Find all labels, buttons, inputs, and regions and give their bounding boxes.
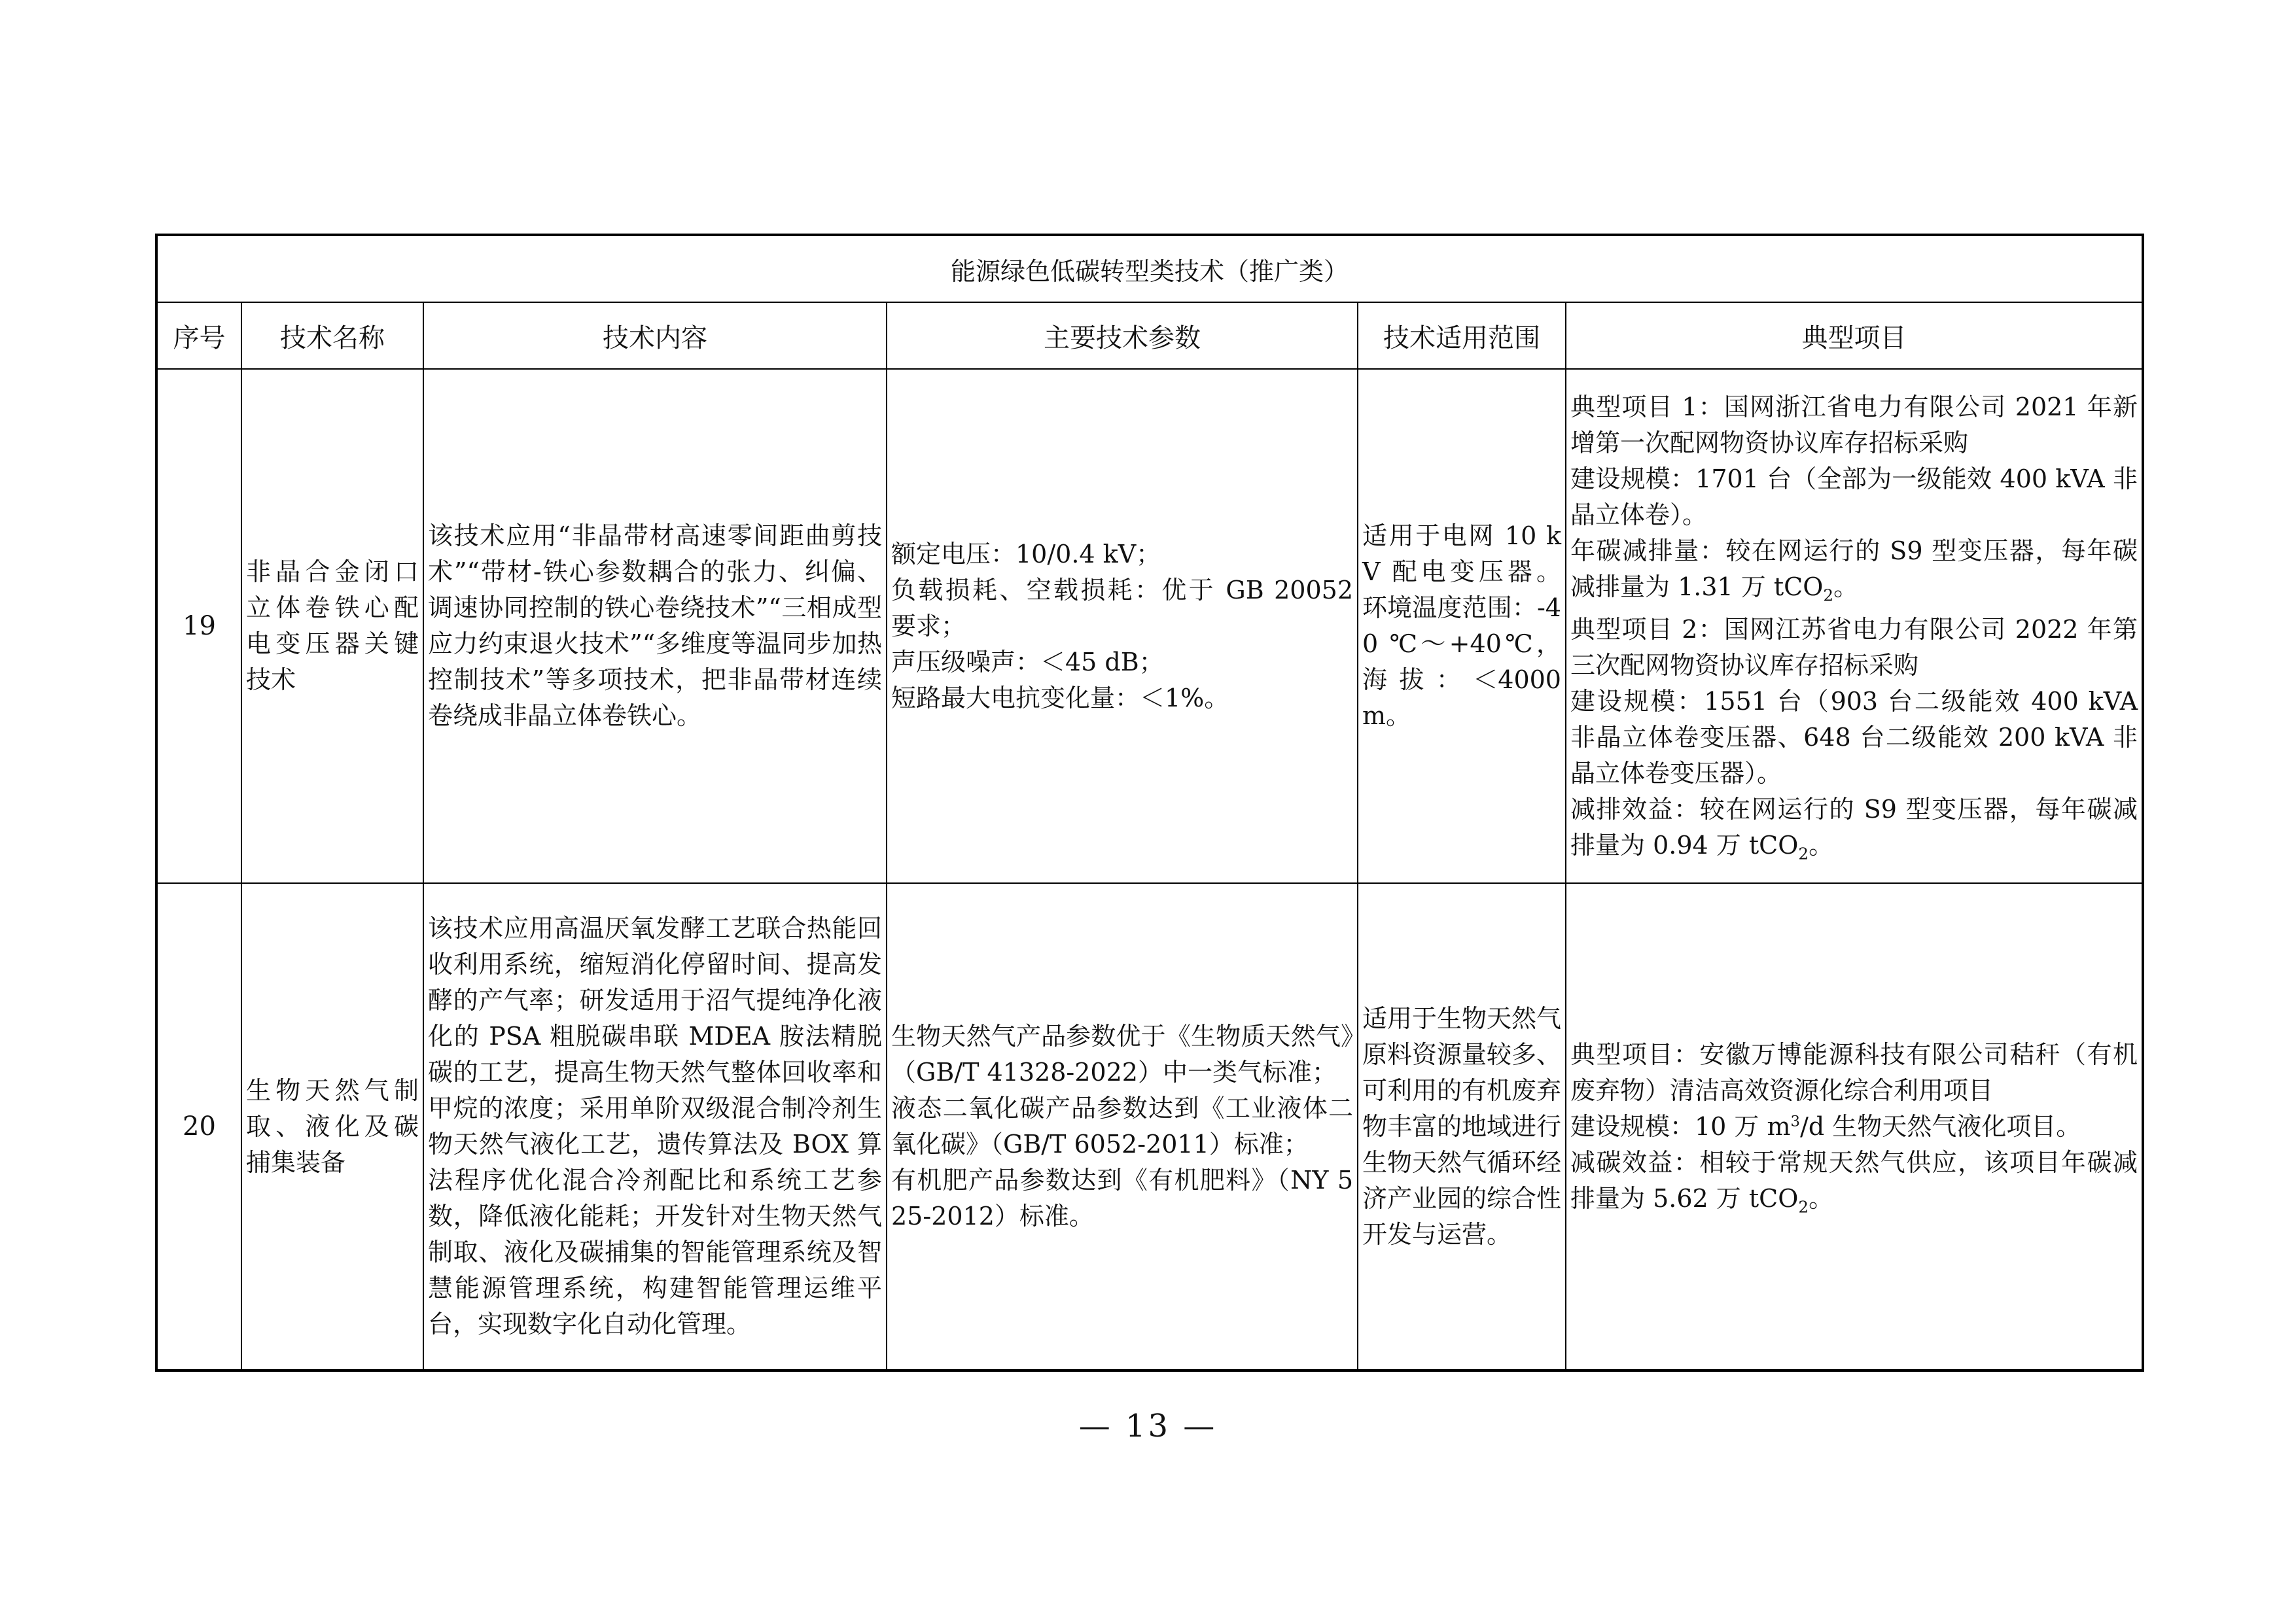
header-scope: 技术适用范围 [1358,302,1566,369]
row-number: 20 [156,883,241,1370]
typical-projects [1566,883,2143,1370]
table-caption: 能源绿色低碳转型类技术（推广类） [156,235,2143,302]
header-num: 序号 [156,302,241,369]
param-line: 额定电压：10/0.4 kV； [891,539,1161,568]
subscript: 2 [1798,844,1809,864]
page-number: — 13 — [1078,1408,1218,1444]
project-line: 减碳效益：相较于常规天然气供应，该项目年碳减排量为 5.62 万 tCO$_2$。 [1570,1147,2138,1217]
param-line: 声压级噪声：＜45 dB； [891,647,1164,676]
project-line: 建设规模：1701 台（全部为一级能效 400 kVA 非晶立体卷）。 [1570,464,2138,529]
table-row [156,369,2143,883]
typical-projects [1566,369,2143,883]
project-line: 典型项目 1：国网浙江省电力有限公司 2021 年新增第一次配网物资协议库存招标采购 [1570,392,2138,457]
header-params: 主要技术参数 [887,302,1358,369]
header-content: 技术内容 [423,302,887,369]
param-line: 短路最大电抗变化量：＜1%。 [891,683,1229,712]
param-line: 生物天然气产品参数优于《生物质天然气》（GB/T 41328-2022）中一类气标准； [891,1022,1353,1087]
project-line: 典型项目：安徽万博能源科技有限公司秸秆（有机废弃物）清洁高效资源化综合利用项目 [1570,1039,2138,1105]
header-row [156,302,2143,369]
tech-scope: 适用于电网 10 kV 配电变压器。环境温度范围：-40 ℃～+40℃，海拔：＜4000 m。 [1358,369,1566,883]
header-name: 技术名称 [241,302,423,369]
table-row [156,883,2143,1370]
project-line: 典型项目 2：国网江苏省电力有限公司 2022 年第三次配网物资协议库存招标采购 [1570,614,2138,680]
technology-table [155,234,2144,1372]
tech-content: 该技术应用高温厌氧发酵工艺联合热能回收利用系统，缩短消化停留时间、提高发酵的产气率；研发适用于沼气提纯净化液化的 PSA 粗脱碳串联 MDEA 胺法精脱碳的工艺，提高生物天然气整体回收率和甲烷的浓度；采用单阶双级混合制冷剂生物天然气液化工艺，遗传算法及 BOX 算法程序优化混合冷剂配比和系统工艺参数，降低液化能耗；开发针对生物天然气制取、液化及碳捕集的智能管理系统及智慧能源管理系统，构建智能管理运维平台，实现数字化自动化管理。 [423,883,887,1370]
superscript: 3 [1790,1112,1801,1130]
tech-name: 生物天然气制取、液化及碳捕集装备 [241,883,423,1370]
project-line: 建设规模：1551 台（903 台二级能效 400 kVA 非晶立体卷变压器、648 台二级能效 200 kVA 非晶立体卷变压器）。 [1570,686,2138,788]
tech-scope: 适用于生物天然气原料资源量较多、可利用的有机废弃物丰富的地域进行生物天然气循环经济产业园的综合性开发与运营。 [1358,883,1566,1370]
subscript: 2 [1798,1197,1809,1217]
row-number: 19 [156,369,241,883]
header-projects: 典型项目 [1566,302,2143,369]
param-line: 负载损耗、空载损耗：优于 GB 20052 要求； [891,575,1353,640]
param-line: 液态二氧化碳产品参数达到《工业液体二氧化碳》（GB/T 6052-2011）标准； [891,1094,1353,1159]
param-line: 有机肥产品参数达到《有机肥料》（NY 525-2012）标准。 [891,1166,1353,1230]
tech-name: 非晶合金闭口立体卷铁心配电变压器关键技术 [241,369,423,883]
tech-params [887,369,1358,883]
tech-content: 该技术应用“非晶带材高速零间距曲剪技术”“带材-铁心参数耦合的张力、纠偏、调速协同控制的铁心卷绕技术”“三相成型应力约束退火技术”“多维度等温同步加热控制技术”等多项技术，把非晶带材连续卷绕成非晶立体卷铁心。 [423,369,887,883]
subscript: 2 [1823,585,1834,605]
project-line: 年碳减排量：较在网运行的 S9 型变压器，每年碳减排量为 1.31 万 tCO$_2$。 [1570,536,2138,605]
project-line: 减排效益：较在网运行的 S9 型变压器，每年碳减排量为 0.94 万 tCO$_2$。 [1570,794,2138,864]
tech-params [887,883,1358,1370]
project-line: 建设规模：10 万 $m^3/d$ 生物天然气液化项目。 [1570,1111,2081,1141]
